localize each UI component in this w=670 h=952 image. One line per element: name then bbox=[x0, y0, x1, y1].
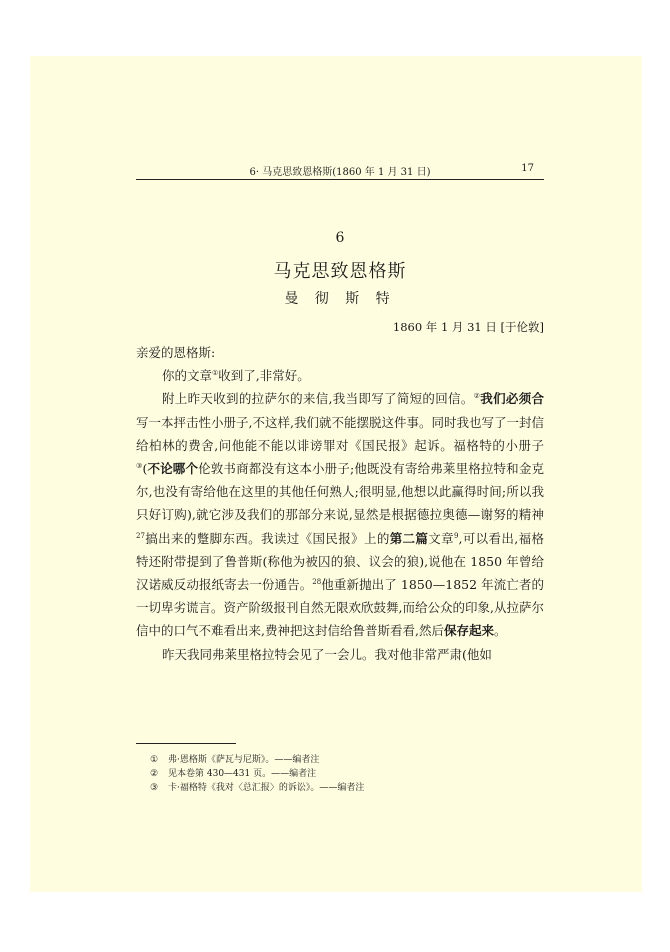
footnote-divider bbox=[136, 743, 236, 744]
emphasis: 第二篇 bbox=[389, 530, 429, 546]
text-run: 附上昨天收到的拉萨尔的来信,我当即写了简短的回信。 bbox=[162, 391, 474, 407]
footnote bbox=[150, 753, 544, 767]
endnote-ref[interactable]: 27 bbox=[136, 531, 145, 540]
text-run: 你的文章 bbox=[162, 368, 213, 384]
emphasis: 不论哪个 bbox=[147, 461, 199, 477]
letter-body bbox=[136, 341, 544, 666]
text-run: 文章 bbox=[428, 530, 455, 546]
footnote-mark: ② bbox=[150, 769, 159, 779]
text-run: 搞出来的蹩脚东西。我读过《国民报》上的 bbox=[144, 530, 390, 546]
footnote bbox=[150, 767, 544, 781]
footnote-ref[interactable]: ① bbox=[212, 369, 219, 378]
text-run: ( bbox=[142, 461, 148, 477]
salutation: 亲爱的恩格斯: bbox=[136, 345, 216, 360]
letter-number: 6 bbox=[335, 230, 345, 246]
letter-title: 马克思致恩格斯 bbox=[273, 261, 407, 282]
paragraph-1 bbox=[136, 364, 544, 387]
endnote-ref[interactable]: 9 bbox=[454, 531, 459, 540]
text-run: 收到了,非常好。 bbox=[218, 368, 310, 384]
text-run: 写一本抨击性小册子,不这样,我们就不能摆脱这件事。同时我也写了一封信给柏林的费舍,问他能不能以诽谤罪对《国民报》起诉。福格特的小册子 bbox=[136, 414, 544, 453]
footnote-mark: ③ bbox=[150, 783, 159, 793]
footnote-text: 弗·恩格斯《萨瓦与尼斯》。——编者注 bbox=[168, 755, 320, 765]
footnote-ref[interactable]: ③ bbox=[136, 461, 143, 470]
footnote-ref[interactable]: ② bbox=[473, 392, 481, 401]
text-run: 伦敦书商都没有这本小册子;他既没有寄给弗莱里格拉特和金克尔,也没有寄给他在这里的其他任何熟人;很明显,他想以此赢得时间;所以我只好订购),就它涉及我们的那部分来说,显然是根据德拉奥德—谢努的精神 bbox=[136, 461, 544, 523]
footnotes bbox=[150, 753, 544, 795]
letter-place: 曼 彻 斯 特 bbox=[284, 291, 396, 307]
footnote-text: 卡·福格特《我对〈总汇报〉的诉讼》。——编者注 bbox=[168, 783, 365, 793]
text-run: 他重新抛出了 1850—1852 年流亡者的一切卑劣谎言。资产阶级报刊自然无限欢欣鼓舞,而给公众的印象,从拉萨尔信中的口气不难看出来,费神把这封信给鲁普斯看看,然后 bbox=[136, 577, 544, 639]
text-run: ,可以看出,福格特还附带提到了鲁普斯(称他为被囚的狼、议会的狼),说他在 1850 年曾给汉诺威反动报纸寄去一份通告。 bbox=[136, 530, 544, 593]
text-run: 。 bbox=[493, 623, 507, 639]
footnote bbox=[150, 781, 544, 795]
running-head-title: 6· 马克思致恩格斯(1860 年 1 月 31 日) bbox=[249, 167, 431, 178]
running-head bbox=[136, 159, 544, 180]
dateline: 1860 年 1 月 31 日 [于伦敦] bbox=[392, 320, 544, 334]
footnote-text: 见本卷第 430—431 页。——编者注 bbox=[168, 769, 317, 779]
emphasis: 保存起来 bbox=[443, 623, 494, 639]
emphasis: 我们必须合 bbox=[480, 391, 544, 407]
paragraph-3: 昨天我同弗莱里格拉特会见了一会儿。我对他非常严肃(他如 bbox=[162, 646, 492, 662]
footnote-mark: ① bbox=[150, 755, 159, 765]
endnote-ref[interactable]: 28 bbox=[312, 577, 322, 586]
page-number: 17 bbox=[521, 163, 534, 174]
paragraph-2 bbox=[136, 387, 544, 642]
